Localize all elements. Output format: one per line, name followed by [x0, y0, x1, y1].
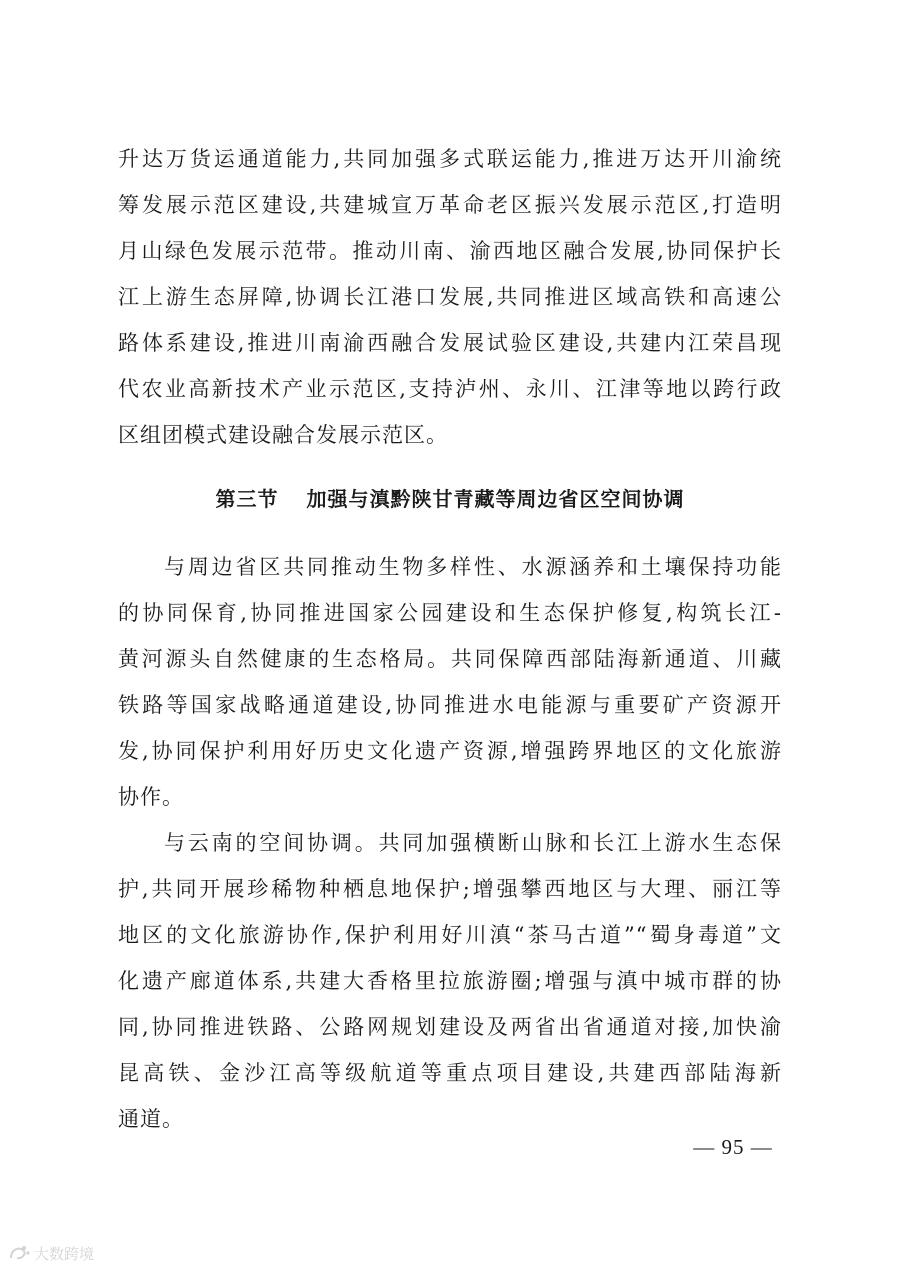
text-line: 地区的文化旅游协作,保护利用好川滇“茶马古道”“蜀身毒道”文: [118, 923, 782, 947]
section-title: 加强与滇黔陕甘青藏等周边省区空间协调: [306, 487, 685, 511]
watermark-text: 大数跨境: [34, 1244, 95, 1263]
text-line: 协作。: [118, 785, 184, 809]
text-line: 升达万货运通道能力,共同加强多式联运能力,推进万达开川渝统: [118, 147, 782, 171]
section-number: 第三节: [215, 487, 279, 511]
text-line: 发,协同保护利用好历史文化遗产资源,增强跨界地区的文化旅游: [118, 739, 782, 763]
watermark: [8, 1238, 94, 1268]
text-line: 化遗产廊道体系,共建大香格里拉旅游圈;增强与滇中城市群的协: [118, 969, 782, 993]
text-line: 月山绿色发展示范带。推动川南、渝西地区融合发展,协同保护长: [118, 239, 782, 263]
text-line: 铁路等国家战略通道建设,协同推进水电能源与重要矿产资源开: [118, 693, 782, 717]
text-line: 护,共同开展珍稀物种栖息地保护;增强攀西地区与大理、丽江等: [118, 877, 782, 901]
text-line: 通道。: [118, 1107, 184, 1131]
text-line: 代农业高新技术产业示范区,支持泸州、永川、江津等地以跨行政: [118, 377, 782, 401]
text-line: 路体系建设,推进川南渝西融合发展试验区建设,共建内江荣昌现: [118, 331, 782, 355]
text-line: 同,协同推进铁路、公路网规划建设及两省出省通道对接,加快渝: [118, 1015, 782, 1039]
watermark-logo-icon: [8, 1243, 30, 1263]
section-heading: [0, 484, 900, 514]
text-line: 的协同保育,协同推进国家公园建设和生态保护修复,构筑长江-: [118, 601, 782, 625]
text-line: 与云南的空间协调。共同加强横断山脉和长江上游水生态保: [164, 831, 782, 855]
text-line: 江上游生态屏障,协调长江港口发展,共同推进区域高铁和高速公: [118, 285, 782, 309]
text-line: 与周边省区共同推动生物多样性、水源涵养和土壤保持功能: [164, 555, 782, 579]
text-line: 筹发展示范区建设,共建城宣万革命老区振兴发展示范区,打造明: [118, 193, 782, 217]
text-line: 黄河源头自然健康的生态格局。共同保障西部陆海新通道、川藏: [118, 647, 782, 671]
text-line: 区组团模式建设融合发展示范区。: [118, 423, 448, 447]
page-number: — 95 —: [693, 1135, 773, 1159]
text-line: 昆高铁、金沙江高等级航道等重点项目建设,共建西部陆海新: [118, 1061, 782, 1085]
